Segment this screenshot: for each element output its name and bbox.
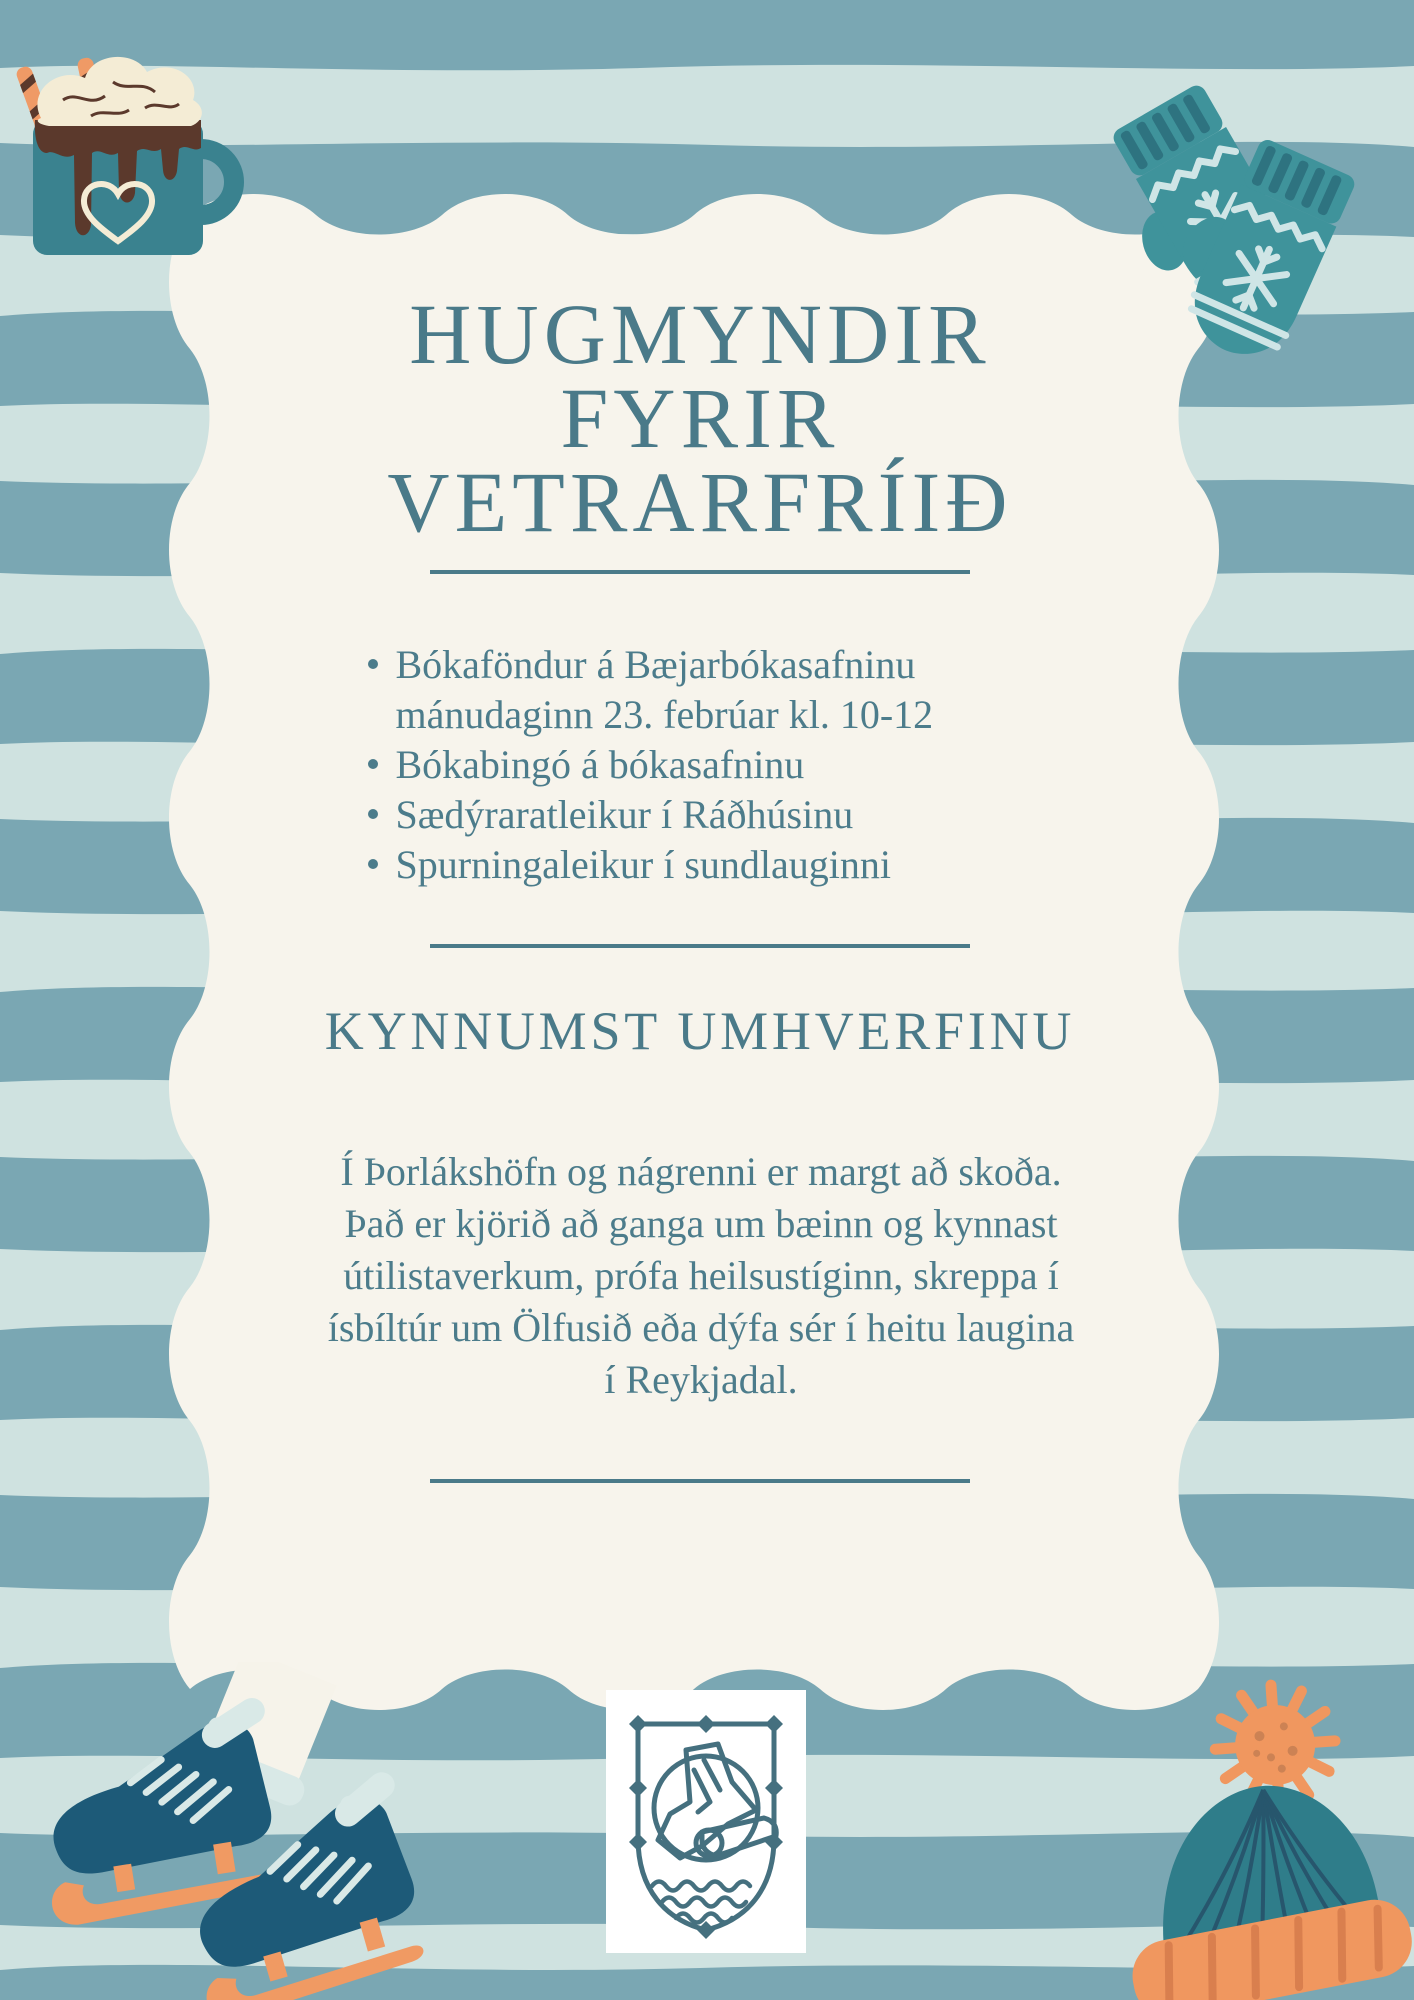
thorlakshofn-coat-of-arms-logo <box>606 1690 806 1953</box>
title-line-3: VETRARFRÍIÐ <box>387 454 1013 550</box>
list-item-label: Bókabingó á bókasafninu <box>395 742 805 787</box>
divider-under-title <box>430 570 970 574</box>
intro-paragraph: Í Þorlákshöfn og nágrenni er margt að skoða. Það er kjörið að ganga um bæinn og kynnast útilistaverkum, prófa heilsustíginn, skreppa í ísbíltúr um Ölfusið eða dýfa sér í heitu laugina í Reykjadal. <box>327 1149 1075 1402</box>
activities-section <box>200 640 1200 890</box>
list-item-label: Bókaföndur á Bæjarbókasafninu mánudaginn 23. febrúar kl. 10-12 <box>395 642 934 737</box>
divider-under-activities <box>430 944 970 948</box>
page-title <box>200 286 1200 550</box>
bullet-dot <box>368 659 378 669</box>
pompom-beanie-illustration <box>1118 1658 1414 2000</box>
section-heading: KYNNUMST UMHVERFINU <box>324 1001 1076 1061</box>
logo-card <box>606 1690 806 1953</box>
activities-list <box>368 640 1033 890</box>
ice-skates-illustration <box>12 1662 437 2000</box>
list-item <box>368 640 1033 740</box>
list-item <box>368 740 1033 790</box>
list-item <box>368 840 1033 890</box>
bullet-dot <box>368 809 378 819</box>
list-item <box>368 790 1033 840</box>
title-line-1: HUGMYNDIR <box>409 286 991 382</box>
divider-under-paragraph <box>430 1479 970 1483</box>
list-item-label: Sædýraratleikur í Ráðhúsinu <box>395 792 854 837</box>
hot-chocolate-mug-illustration <box>5 22 250 262</box>
bullet-dot <box>368 859 378 869</box>
title-line-2: FYRIR <box>560 370 840 466</box>
bullet-dot <box>368 759 378 769</box>
list-item-label: Spurningaleikur í sundlauginni <box>395 842 892 887</box>
